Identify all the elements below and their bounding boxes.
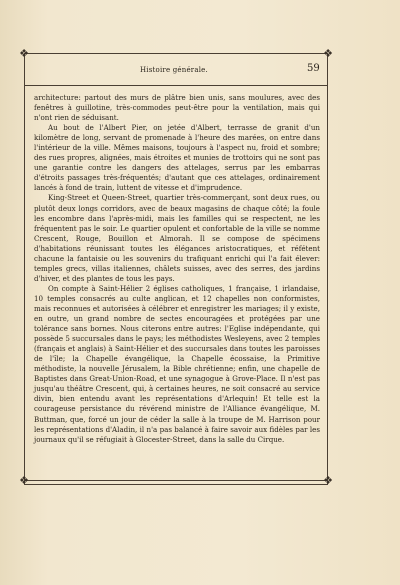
page-number: 59	[307, 63, 320, 74]
running-header: Histoire générale.	[140, 66, 208, 74]
corner-ornament-icon: ❖	[19, 47, 29, 60]
paragraph: Au bout de l'Albert Pier, on jetée d'Albert, terrasse de granit d'un kilomètre de long, servant de promenade à l'heure des marées, on entre dans l'intérieur de la ville. Mêmes maisons, toujours à l'aspect nu, froid et sombre; des rues propres, alignées, mais étroites et munies de trottoirs qui ne sont pas une garantie contre les dangers des attelages, serrus par les embarras d'étroits passages très-fréquentés; d'autant que ces attelages, ordinairement lancés à fond de train, luttent de vitesse et d'imprudence.	[34, 123, 320, 193]
paragraph: King-Street et Queen-Street, quartier très-commerçant, sont deux rues, ou plutôt deux longs corridors, avec de beaux magasins de chaque côté; la foule les encombre dans l'après-midi, mais les familles qui se respectent, ne les fréquentent pas le soir. Le quartier opulent et confortable de la ville se nomme Crescent, Rouge, Bouillon et Almorah. Il se compose de spécimens d'habitations réunissant toutes les élégances aristocratiques, et réfétent chacune la fantaisie ou les souvenirs du trafiquant enrichi qui l'a fait élever: temples grecs, villas italiennes, châlets suisses, avec des serres, des jardins d'hiver, et des plantes de tous les pays.	[34, 193, 320, 283]
body-text	[34, 93, 320, 445]
footer-rule	[24, 480, 328, 481]
corner-ornament-icon: ❖	[323, 474, 333, 487]
paragraph: On compte à Saint-Hélier 2 églises catholiques, 1 française, 1 irlandaise, 10 temples consacrés au culte anglican, et 12 chapelles non conformistes, mais reconnues et autorisées à célébrer et enregistrer les mariages; il y existe, en outre, un grand nombre de sectes encouragées et protégées par une tolérance sans bornes. Nous citerons entre autres: l'Eglise indépendante, qui possède 5 succursales dans le pays; les méthodistes Wesleyens, avec 2 temples (français et anglais) à Saint-Hélier et des succursales dans toutes les paroisses de l'île; la Chapelle évangélique, la Chapelle écossaise, la Primitive méthodiste, la nouvelle Jérusalem, la Bible chrétienne; enfin, une chapelle de Baptistes dans Great-Union-Road, et une synagogue à Grove-Place. Il n'est pas jusqu'au théâtre Crescent, qui, à certaines heures, ne soit consacré au service divin, bien entendu avant les représentations d'Arlequin! Et telle est la courageuse persistance du révérend ministre de l'Alliance évangélique, M. Buttman, que, forcé un jour de céder la salle à la troupe de M. Harrison pour les représentations d'Aladin, il n'a pas balancé à faire savoir aux fidèles par les journaux qu'il se réfugiait à Glocester-Street, dans la salle du Cirque.	[34, 283, 320, 444]
corner-ornament-icon: ❖	[19, 474, 29, 487]
header-rule	[24, 85, 328, 86]
paragraph: architecture: partout des murs de plâtre bien unis, sans moulures, avec des fenêtres à guillotine, très-commodes peut-être pour la ventilation, mais qui n'ont rien de séduisant.	[34, 93, 320, 123]
corner-ornament-icon: ❖	[323, 47, 333, 60]
